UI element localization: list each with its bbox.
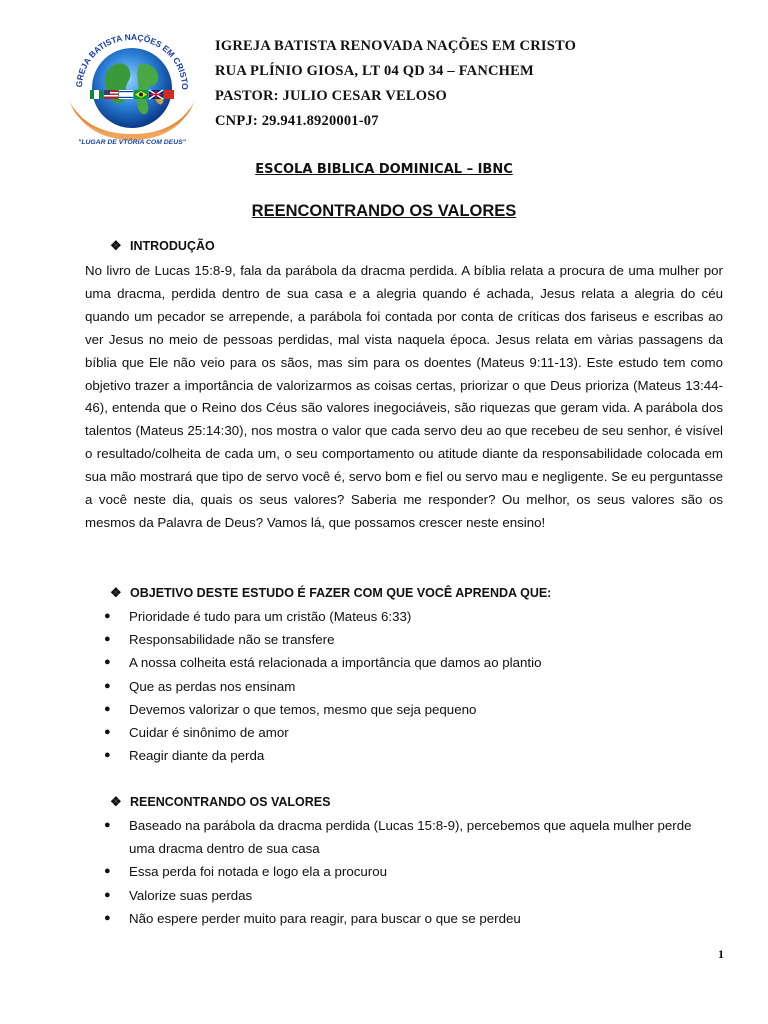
list-item: ● Reagir diante da perda [104,744,724,767]
list-item: ● Cuidar é sinônimo de amor [104,721,724,744]
list-item: ● Valorize suas perdas [104,884,704,907]
church-logo [66,30,198,148]
bullet-icon: ● [104,726,111,739]
diamond-bullet-icon: ❖ [110,794,122,809]
bullet-icon: ● [104,749,111,762]
school-title: ESCOLA BIBLICA DOMINICAL – IBNC [255,162,513,177]
logo-slogan: "LUGAR DE VTÓRIA COM DEUS" [78,139,186,146]
bullet-icon: ● [104,656,111,669]
list-item: ● Baseado na parábola da dracma perdida (Lucas 15:8-9), percebemos que aquela mulher perde uma dracma dentro de sua casa [104,814,704,860]
diamond-bullet-icon: ❖ [110,585,122,600]
bullet-icon: ● [104,865,111,878]
intro-heading-row [110,238,215,254]
bullet-icon: ● [104,702,111,715]
lesson-title: REENCONTRANDO OS VALORES [251,202,517,220]
intro-paragraph: No livro de Lucas 15:8-9, fala da parábola da dracma perdida. A bíblia relata a procura de uma mulher por uma dracma, perdida dentro de sua casa e a alegria quando é achada, Jesus relata a alegria do céu quando um pecador se arrepende, a parábola foi contada por conta de críticas dos fariseus e escribas ao ver Jesus no meio de pessoas perdidas, mal vista naquela época. Jesus relata em vàrias passagens da bíblia que Ele não veio para os sãos, mas sim para os doentes (Mateus 9:11-13). Este estudo tem como objetivo trazer a importância de valorizarmos as coisas certas, priorizar o que Deus prioriza (Mateus 13:44-46), entenda que o Reino dos Céus são valores inegociáveis, são riquezas que geram vida. A parábola dos talentos (Mateus 25:14:30), nos mostra o valor que cada servo deu ao que recebeu de seu senhor, é visível o resultado/colheita de cada um, o seu comportamento ou atitude diante da responsabilidade colocada em sua mão mostrará que tipo de servo você é, servo bom e fiel ou servo mau e negligente. Se eu perguntasse a você neste dia, quais os seus valores? Saberia me responder? Ou melhor, os seus valores são os mesmos da Palavra de Deus? Vamos lá, que possamos crescer neste ensino! [85,263,723,530]
church-pastor: PASTOR: JULIO CESAR VELOSO [215,88,448,104]
list-item: ● Prioridade é tudo para um cristão (Mateus 6:33) [104,605,724,628]
list-item: ● Essa perda foi notada e logo ela a procurou [104,860,704,883]
bullet-icon: ● [104,633,111,646]
diamond-bullet-icon: ❖ [110,238,122,253]
list-item: ● Devemos valorizar o que temos, mesmo que seja pequeno [104,698,724,721]
church-address: RUA PLÍNIO GIOSA, LT 04 QD 34 – FANCHEM [215,63,534,79]
bullet-icon: ● [104,888,111,901]
bullet-icon: ● [104,911,111,924]
objective-list [104,605,724,767]
values-heading-row [110,794,330,810]
logo-ring-text: GREJA BATISTA NAÇÕES EM CRISTO [73,31,191,90]
church-name: IGREJA BATISTA RENOVADA NAÇÕES EM CRISTO [215,38,577,54]
intro-heading: INTRODUÇÃO [130,239,215,253]
list-item: ● Responsabilidade não se transfere [104,628,724,651]
page-number: 1 [718,947,724,961]
church-cnpj: CNPJ: 29.941.8920001-07 [215,113,379,129]
bullet-icon: ● [104,610,111,622]
values-heading: REENCONTRANDO OS VALORES [130,795,331,809]
values-list [104,814,704,930]
list-item: ● Que as perdas nos ensinam [104,675,724,698]
objective-heading: OBJETIVO DESTE ESTUDO É FAZER COM QUE VOCÊ APRENDA QUE: [130,586,552,600]
list-item: ● A nossa colheita está relacionada a importância que damos ao plantio [104,651,724,674]
bullet-icon: ● [104,679,111,692]
objective-heading-row [110,585,551,601]
church-header [215,34,576,134]
list-item: ● Não espere perder muito para reagir, para buscar o que se perdeu [104,907,704,930]
bullet-icon: ● [104,819,111,831]
